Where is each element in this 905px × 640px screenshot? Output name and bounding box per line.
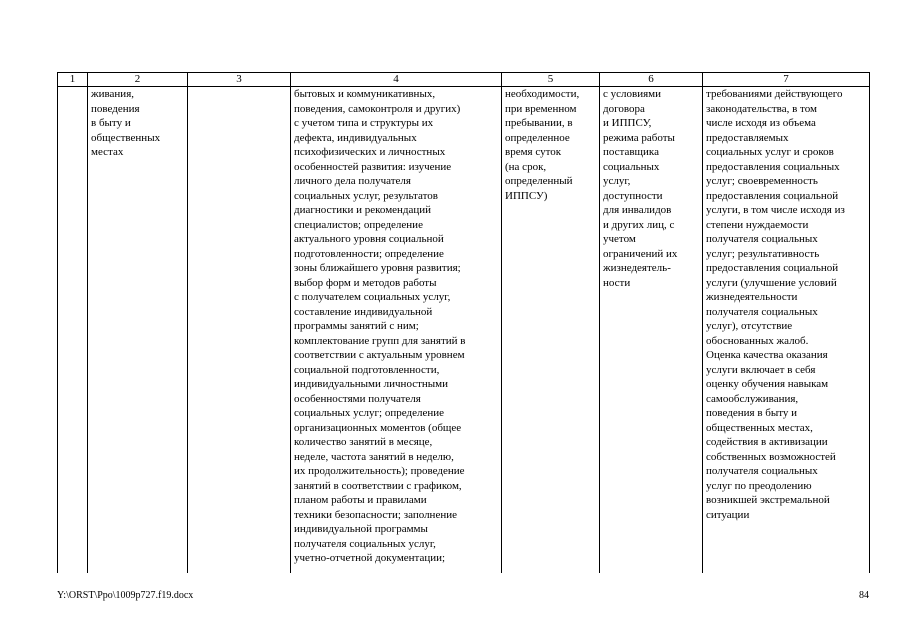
cell-text-line: составление индивидуальной xyxy=(294,305,433,318)
column-number-6: 6 xyxy=(600,73,703,87)
column-number-7: 7 xyxy=(703,73,870,87)
column-number-1: 1 xyxy=(58,73,88,87)
cell-text-line: выбор форм и методов работы xyxy=(294,276,437,289)
cell-text-line: социальных услуг, результатов xyxy=(294,189,438,202)
column-number-4: 4 xyxy=(291,73,502,87)
cell-text-line: услуг по преодолению xyxy=(706,479,812,492)
cell-text-line: законодательства, в том xyxy=(706,102,817,115)
cell-col2 xyxy=(88,87,188,574)
cell-text-line: планом работы и правилами xyxy=(294,494,427,506)
cell-text-line: организационных моментов (общее xyxy=(294,421,462,434)
cell-text-line: психофизических и личностных xyxy=(294,146,446,158)
cell-text-line: предоставления социальной xyxy=(706,262,839,274)
cell-text-line: диагностики и рекомендаций xyxy=(294,204,432,216)
cell-text-line: комплектование групп для занятий в xyxy=(294,334,466,347)
cell-text-line: количество занятий в месяце, xyxy=(294,436,433,448)
cell-text-line: актуального уровня социальной xyxy=(294,233,444,245)
cell-text-line: режима работы xyxy=(603,131,675,144)
cell-text-line: с условиями xyxy=(603,88,661,100)
cell-text-line: услуг), отсутствие xyxy=(706,320,793,332)
cell-text-line: программы занятий с ним; xyxy=(294,320,419,332)
cell-text-line: общественных xyxy=(91,131,161,144)
cell-text-line: ограничений их xyxy=(603,247,678,260)
cell-text-line: индивидуальными личностными xyxy=(294,378,449,390)
cell-text-line: общественных местах, xyxy=(706,421,813,434)
cell-text-line: жизнедеятель- xyxy=(603,262,671,274)
cell-text-line: поведения в быту и xyxy=(706,407,798,419)
cell-text-line: и других лиц, с xyxy=(603,218,675,231)
cell-text-line: бытовых и коммуникативных, xyxy=(294,88,436,100)
cell-col1 xyxy=(58,87,88,574)
footer-file-path: Y:\ORST\Ppo\1009p727.f19.docx xyxy=(57,590,194,601)
cell-col4 xyxy=(291,87,502,574)
cell-text-line: услуг; своевременность xyxy=(706,175,818,187)
cell-col6 xyxy=(600,87,703,574)
cell-text-line: Оценка качества оказания xyxy=(706,349,828,361)
cell-text-line: и ИППСУ, xyxy=(603,117,652,129)
cell-text-line: ситуации xyxy=(706,508,750,521)
cell-text-line: зоны ближайшего уровня развития; xyxy=(294,262,461,274)
cell-text-line: ности xyxy=(603,276,631,289)
cell-text-line: собственных возможностей xyxy=(706,450,836,463)
cell-col5 xyxy=(502,87,600,574)
cell-text-line: с учетом типа и структуры их xyxy=(294,117,434,129)
cell-text-line: доступности xyxy=(603,189,663,202)
cell-text-line: получателя социальных xyxy=(706,305,818,318)
cell-text-line: услуг; результативность xyxy=(706,247,820,260)
cell-text-line: получателя социальных услуг, xyxy=(294,537,436,550)
cell-text-line: ИППСУ) xyxy=(505,189,548,202)
cell-text-line: социальных xyxy=(603,160,660,173)
cell-text-line: дефекта, индивидуальных xyxy=(294,131,417,144)
cell-text-line: социальных услуг; определение xyxy=(294,407,444,419)
cell-text-line: необходимости, xyxy=(505,88,580,100)
cell-text-line: при временном xyxy=(505,102,577,115)
cell-text-line: с получателем социальных услуг, xyxy=(294,291,451,303)
cell-text-line: в быту и xyxy=(91,117,131,129)
cell-text-line: социальных услуг и сроков xyxy=(706,146,834,158)
cell-text-line: поведения, самоконтроля и других) xyxy=(294,102,461,115)
cell-text-line: услуг, xyxy=(603,175,631,187)
cell-text-line: занятий в соответствии с графиком, xyxy=(294,479,462,492)
cell-text-line: обоснованных жалоб. xyxy=(706,334,809,347)
cell-text-line: время суток xyxy=(505,146,562,158)
cell-text-line: услуги (улучшение условий xyxy=(706,276,837,289)
column-number-3: 3 xyxy=(188,73,291,87)
cell-text-line: возникшей экстремальной xyxy=(706,494,830,506)
cell-text-line: учетом xyxy=(603,233,636,245)
cell-text-line: определенный xyxy=(505,175,573,187)
cell-text-line: содействия в активизации xyxy=(706,436,828,448)
cell-text-line: самообслуживания, xyxy=(706,392,799,405)
cell-text-line: числе исходя из объема xyxy=(706,117,816,129)
cell-text-line: соответствии с актуальным уровнем xyxy=(294,349,465,361)
cell-text-line: услуги, в том числе исходя из xyxy=(706,204,845,216)
cell-text-line: особенностями получателя xyxy=(294,392,421,405)
cell-text-line: степени нуждаемости xyxy=(706,218,809,231)
cell-text-line: оценку обучения навыкам xyxy=(706,378,829,390)
cell-text-line: неделе, частота занятий в неделю, xyxy=(294,450,454,463)
cell-col3 xyxy=(188,87,291,574)
services-table xyxy=(57,72,870,573)
cell-text-line: живания, xyxy=(91,88,135,100)
cell-text-line: местах xyxy=(91,146,124,158)
cell-text-line: получателя социальных xyxy=(706,465,818,477)
cell-text-line: их продолжительность); проведение xyxy=(294,465,465,477)
column-number-row xyxy=(58,73,870,87)
cell-text-line: услуги включает в себя xyxy=(706,363,816,376)
cell-col7 xyxy=(703,87,870,574)
cell-text-line: пребывании, в xyxy=(505,117,573,129)
cell-text-line: поведения xyxy=(91,102,140,115)
cell-text-line: (на срок, xyxy=(505,160,547,173)
cell-text-line: получателя социальных xyxy=(706,233,818,245)
cell-text-line: предоставления социальных xyxy=(706,160,840,173)
cell-text-line: техники безопасности; заполнение xyxy=(294,508,457,521)
cell-text-line: особенностей развития: изучение xyxy=(294,160,452,173)
cell-text-line: для инвалидов xyxy=(603,204,672,216)
cell-text-line: определенное xyxy=(505,131,570,144)
cell-text-line: специалистов; определение xyxy=(294,218,423,231)
cell-text-line: индивидуальной программы xyxy=(294,523,428,535)
column-number-2: 2 xyxy=(88,73,188,87)
cell-text-line: требованиями действующего xyxy=(706,88,843,100)
cell-text-line: предоставления социальной xyxy=(706,189,839,202)
cell-text-line: социальной подготовленности, xyxy=(294,363,440,376)
cell-text-line: личного дела получателя xyxy=(294,175,411,187)
cell-text-line: предоставляемых xyxy=(706,131,789,144)
cell-text-line: жизнедеятельности xyxy=(706,291,798,303)
page-number: 84 xyxy=(859,590,869,601)
cell-text-line: учетно-отчетной документации; xyxy=(294,552,446,564)
table-row xyxy=(58,87,870,574)
cell-text-line: договора xyxy=(603,102,645,115)
column-number-5: 5 xyxy=(502,73,600,87)
cell-text-line: подготовленности; определение xyxy=(294,247,444,260)
cell-text-line: поставщика xyxy=(603,146,659,158)
